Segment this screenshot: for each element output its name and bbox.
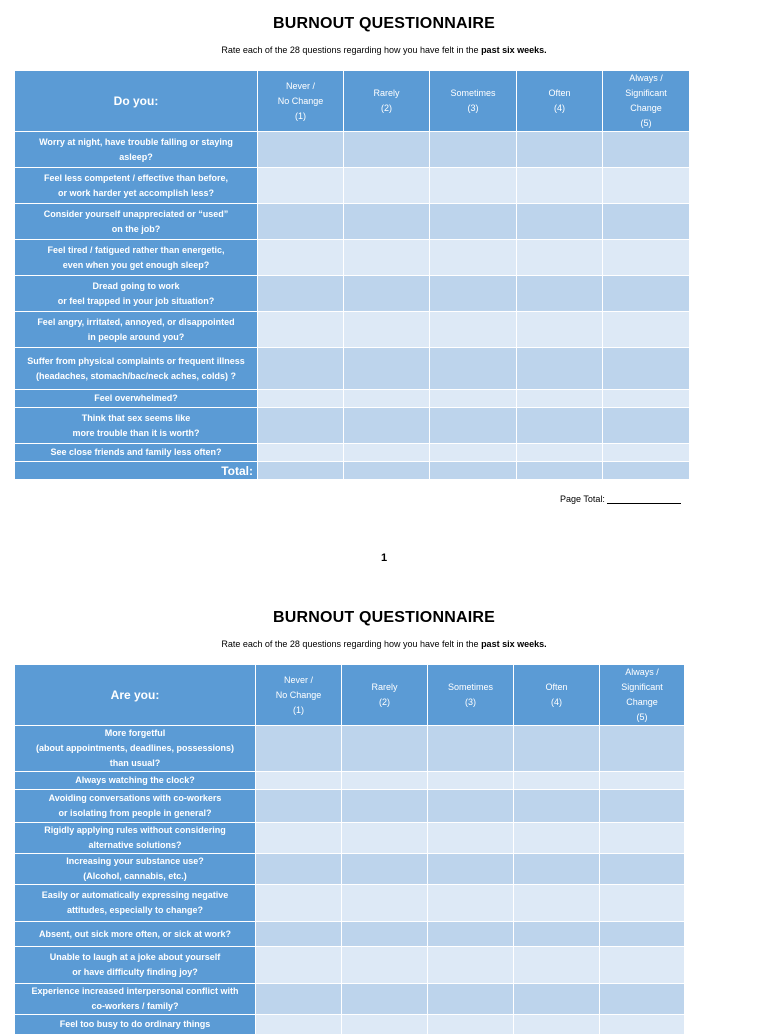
total-cell-1[interactable] <box>258 462 344 480</box>
rating-cell-5[interactable] <box>603 132 690 168</box>
rating-cell-5[interactable] <box>603 204 690 240</box>
rating-cell-2[interactable] <box>344 408 430 444</box>
rating-cell-1[interactable] <box>256 790 342 823</box>
rating-cell-2[interactable] <box>344 390 430 408</box>
rating-cell-2[interactable] <box>344 312 430 348</box>
page-number: 1 <box>380 552 388 564</box>
rating-cell-1[interactable] <box>258 168 344 204</box>
rating-cell-4[interactable] <box>514 984 600 1015</box>
total-cell-2[interactable] <box>344 462 430 480</box>
rating-cell-3[interactable] <box>428 984 514 1015</box>
question-row <box>15 772 685 790</box>
question-row <box>15 790 685 823</box>
question-text: Easily or automatically expressing negative attitudes, especially to change? <box>15 885 256 922</box>
rating-cell-3[interactable] <box>428 885 514 922</box>
subtitle-emphasis: past six weeks. <box>481 45 547 55</box>
total-row <box>15 462 690 480</box>
rating-cell-2[interactable] <box>344 348 430 390</box>
rating-cell-3[interactable] <box>428 726 514 772</box>
rating-cell-3[interactable] <box>430 408 517 444</box>
rating-cell-4[interactable] <box>514 947 600 984</box>
rating-cell-4[interactable] <box>517 168 603 204</box>
question-row <box>15 348 690 390</box>
total-cell-5[interactable] <box>603 462 690 480</box>
rating-header-1: Never / No Change (1) <box>256 665 342 726</box>
rating-cell-5[interactable] <box>600 885 685 922</box>
question-text: Avoiding conversations with co-workers or isolating from people in general? <box>15 790 256 823</box>
rating-cell-2[interactable] <box>342 726 428 772</box>
rating-cell-1[interactable] <box>256 823 342 854</box>
rating-cell-4[interactable] <box>514 885 600 922</box>
rating-cell-5[interactable] <box>603 390 690 408</box>
question-column-header: Do you: <box>15 71 258 132</box>
rating-cell-5[interactable] <box>600 922 685 947</box>
rating-cell-2[interactable] <box>342 947 428 984</box>
rating-cell-1[interactable] <box>256 922 342 947</box>
rating-header-2: Rarely (2) <box>342 665 428 726</box>
question-text: Absent, out sick more often, or sick at work? <box>15 922 256 947</box>
rating-cell-2[interactable] <box>344 204 430 240</box>
rating-cell-1[interactable] <box>258 312 344 348</box>
rating-cell-3[interactable] <box>428 854 514 885</box>
rating-cell-2[interactable] <box>342 984 428 1015</box>
question-row <box>15 1015 685 1035</box>
rating-cell-4[interactable] <box>514 922 600 947</box>
rating-cell-1[interactable] <box>256 772 342 790</box>
rating-cell-4[interactable] <box>514 726 600 772</box>
question-text: Feel less competent / effective than before, or work harder yet accomplish less? <box>15 168 258 204</box>
rating-cell-4[interactable] <box>517 312 603 348</box>
rating-header-5: Always / Significant Change (5) <box>600 665 685 726</box>
question-text: Increasing your substance use? (Alcohol, cannabis, etc.) <box>15 854 256 885</box>
question-row <box>15 922 685 947</box>
rating-cell-3[interactable] <box>430 132 517 168</box>
question-row <box>15 854 685 885</box>
rating-cell-2[interactable] <box>344 444 430 462</box>
rating-cell-5[interactable] <box>603 408 690 444</box>
question-row <box>15 276 690 312</box>
rating-cell-3[interactable] <box>428 1015 514 1035</box>
rating-header-3: Sometimes (3) <box>428 665 514 726</box>
page-title: BURNOUT QUESTIONNAIRE <box>273 15 495 32</box>
rating-cell-3[interactable] <box>430 204 517 240</box>
rating-cell-3[interactable] <box>428 772 514 790</box>
question-row <box>15 132 690 168</box>
question-row <box>15 947 685 984</box>
rating-cell-3[interactable] <box>428 922 514 947</box>
total-label: Total: <box>15 462 258 480</box>
rating-header-1: Never / No Change (1) <box>258 71 344 132</box>
rating-cell-4[interactable] <box>517 390 603 408</box>
rating-cell-4[interactable] <box>514 790 600 823</box>
rating-cell-1[interactable] <box>256 854 342 885</box>
rating-cell-3[interactable] <box>430 348 517 390</box>
page-total-field[interactable] <box>607 494 681 504</box>
rating-cell-1[interactable] <box>258 132 344 168</box>
question-text: Unable to laugh at a joke about yourself or have difficulty finding joy? <box>15 947 256 984</box>
rating-cell-1[interactable] <box>258 408 344 444</box>
rating-cell-4[interactable] <box>514 772 600 790</box>
total-cell-4[interactable] <box>517 462 603 480</box>
rating-cell-1[interactable] <box>258 204 344 240</box>
rating-cell-5[interactable] <box>600 1015 685 1035</box>
rating-cell-1[interactable] <box>258 276 344 312</box>
subtitle-emphasis: past six weeks. <box>481 639 547 649</box>
question-row <box>15 823 685 854</box>
question-column-header: Are you: <box>15 665 256 726</box>
rating-header-5: Always / Significant Change (5) <box>603 71 690 132</box>
question-text: Think that sex seems like more trouble than it is worth? <box>15 408 258 444</box>
rating-cell-5[interactable] <box>600 772 685 790</box>
subtitle-text: Rate each of the 28 questions regarding how you have felt in the <box>221 639 482 649</box>
question-row <box>15 240 690 276</box>
rating-cell-2[interactable] <box>342 790 428 823</box>
page-subtitle <box>0 639 768 649</box>
question-text: Suffer from physical complaints or frequent illness (headaches, stomach/bac/neck aches, colds) ? <box>15 348 258 390</box>
rating-cell-4[interactable] <box>517 240 603 276</box>
rating-cell-3[interactable] <box>428 823 514 854</box>
page-total <box>560 494 681 504</box>
rating-cell-1[interactable] <box>258 390 344 408</box>
rating-header-3: Sometimes (3) <box>430 71 517 132</box>
subtitle-text: Rate each of the 28 questions regarding how you have felt in the <box>221 45 482 55</box>
question-row <box>15 444 690 462</box>
question-text: More forgetful (about appointments, deadlines, possessions) than usual? <box>15 726 256 772</box>
rating-cell-2[interactable] <box>344 168 430 204</box>
question-text: Feel too busy to do ordinary things <box>15 1015 256 1035</box>
rating-cell-2[interactable] <box>342 922 428 947</box>
question-row <box>15 390 690 408</box>
rating-cell-3[interactable] <box>430 276 517 312</box>
rating-cell-5[interactable] <box>600 984 685 1015</box>
rating-cell-5[interactable] <box>600 823 685 854</box>
rating-cell-3[interactable] <box>430 312 517 348</box>
rating-cell-1[interactable] <box>256 1015 342 1035</box>
rating-cell-4[interactable] <box>517 276 603 312</box>
rating-cell-3[interactable] <box>430 168 517 204</box>
rating-cell-4[interactable] <box>517 132 603 168</box>
question-text: Worry at night, have trouble falling or staying asleep? <box>15 132 258 168</box>
rating-cell-2[interactable] <box>344 240 430 276</box>
rating-cell-5[interactable] <box>600 947 685 984</box>
rating-header-4: Often (4) <box>514 665 600 726</box>
rating-cell-3[interactable] <box>430 240 517 276</box>
rating-cell-2[interactable] <box>342 823 428 854</box>
rating-cell-5[interactable] <box>603 312 690 348</box>
rating-cell-1[interactable] <box>256 726 342 772</box>
question-text: Rigidly applying rules without considering alternative solutions? <box>15 823 256 854</box>
rating-cell-2[interactable] <box>342 1015 428 1035</box>
question-text: Always watching the clock? <box>15 772 256 790</box>
rating-cell-4[interactable] <box>517 348 603 390</box>
question-row <box>15 726 685 772</box>
rating-cell-5[interactable] <box>600 726 685 772</box>
questionnaire-table <box>14 70 690 480</box>
question-row <box>15 984 685 1015</box>
rating-cell-4[interactable] <box>517 204 603 240</box>
question-row <box>15 204 690 240</box>
rating-cell-2[interactable] <box>342 854 428 885</box>
question-text: See close friends and family less often? <box>15 444 258 462</box>
rating-cell-4[interactable] <box>514 1015 600 1035</box>
rating-header-4: Often (4) <box>517 71 603 132</box>
page-subtitle <box>0 45 768 55</box>
page-title: BURNOUT QUESTIONNAIRE <box>273 609 495 626</box>
rating-cell-5[interactable] <box>600 854 685 885</box>
rating-cell-4[interactable] <box>514 823 600 854</box>
question-row <box>15 312 690 348</box>
rating-cell-2[interactable] <box>344 132 430 168</box>
rating-cell-4[interactable] <box>514 854 600 885</box>
rating-cell-1[interactable] <box>256 947 342 984</box>
total-cell-3[interactable] <box>430 462 517 480</box>
rating-cell-5[interactable] <box>603 444 690 462</box>
rating-cell-5[interactable] <box>603 348 690 390</box>
rating-cell-5[interactable] <box>600 790 685 823</box>
rating-cell-1[interactable] <box>258 444 344 462</box>
question-text: Feel overwhelmed? <box>15 390 258 408</box>
rating-cell-2[interactable] <box>342 885 428 922</box>
rating-cell-5[interactable] <box>603 168 690 204</box>
question-row <box>15 885 685 922</box>
rating-cell-5[interactable] <box>603 276 690 312</box>
rating-cell-3[interactable] <box>428 790 514 823</box>
rating-cell-4[interactable] <box>517 444 603 462</box>
rating-header-2: Rarely (2) <box>344 71 430 132</box>
page-total-label: Page Total: <box>560 494 605 504</box>
rating-cell-4[interactable] <box>517 408 603 444</box>
question-row <box>15 168 690 204</box>
question-text: Dread going to work or feel trapped in your job situation? <box>15 276 258 312</box>
rating-cell-1[interactable] <box>256 885 342 922</box>
rating-cell-3[interactable] <box>430 444 517 462</box>
question-text: Experience increased interpersonal conflict with co-workers / family? <box>15 984 256 1015</box>
question-text: Feel tired / fatigued rather than energetic, even when you get enough sleep? <box>15 240 258 276</box>
question-text: Feel angry, irritated, annoyed, or disappointed in people around you? <box>15 312 258 348</box>
rating-cell-5[interactable] <box>603 240 690 276</box>
rating-cell-2[interactable] <box>342 772 428 790</box>
rating-cell-1[interactable] <box>256 984 342 1015</box>
rating-cell-2[interactable] <box>344 276 430 312</box>
rating-cell-1[interactable] <box>258 348 344 390</box>
rating-cell-1[interactable] <box>258 240 344 276</box>
question-text: Consider yourself unappreciated or “used” on the job? <box>15 204 258 240</box>
rating-cell-3[interactable] <box>428 947 514 984</box>
question-row <box>15 408 690 444</box>
rating-cell-3[interactable] <box>430 390 517 408</box>
questionnaire-table <box>14 664 685 1035</box>
